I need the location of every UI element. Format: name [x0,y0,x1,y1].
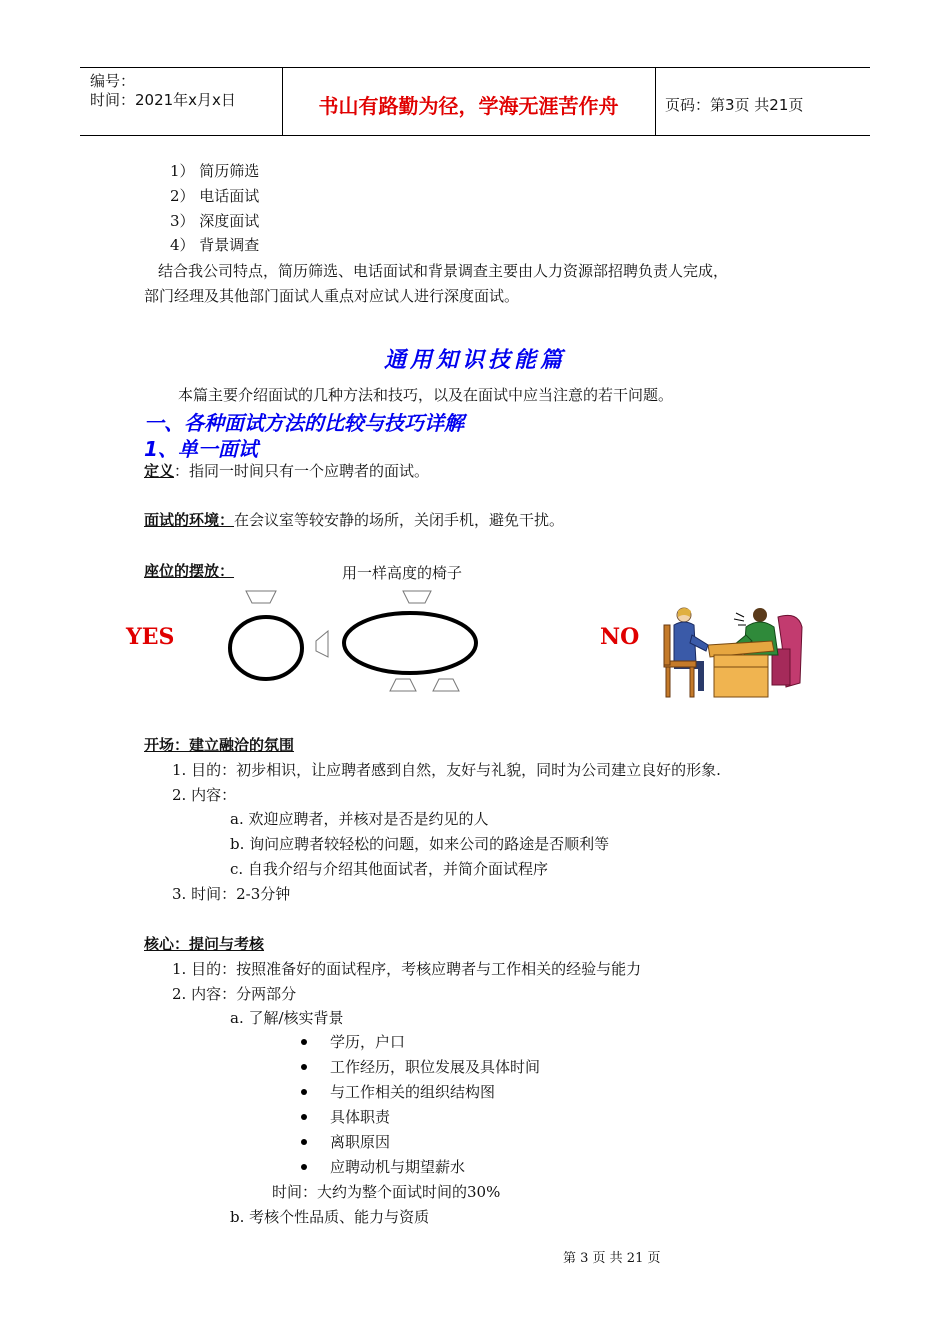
environment-line [144,510,564,530]
core-item: 2. 内容：分两部分 [172,985,297,1003]
header-page-info: 页码：第3页 共21页 [665,96,804,114]
opening-subitem: c. 自我介绍与介绍其他面试者，并简介面试程序 [230,860,548,878]
core-bullet: 应聘动机与期望薪水 [330,1158,466,1176]
header-number-label: 编号： [90,72,136,90]
page-footer-text: 第 3 页 共 21 页 [563,1251,661,1266]
opening-subitem: a. 欢迎应聘者，并核对是否是约见的人 [230,810,489,828]
chair-icon [403,591,431,603]
core-bullet: 工作经历，职位发展及具体时间 [330,1058,541,1076]
opening-item: 1. 目的：初步相识，让应聘者感到自然，友好与礼貌，同时为公司建立良好的形象. [172,761,721,779]
core-item: 1. 目的：按照准备好的面试程序，考核应聘者与工作相关的经验与能力 [172,960,642,978]
core-bullet: 具体职责 [330,1108,391,1126]
chapter-intro: 本篇主要介绍面试的几种方法和技巧，以及在面试中应当注意的若干问题。 [178,386,674,404]
round-table-icon [230,617,302,679]
core-subitem: a. 了解/核实背景 [230,1009,344,1027]
opening-subitem: b. 询问应聘者较轻松的问题，如来公司的路途是否顺利等 [230,835,610,853]
environment-text: 在会议室等较安静的场所，关闭手机，避免干扰。 [234,511,565,529]
opening-item: 2. 内容： [172,786,237,804]
chair-icon [246,591,276,603]
core-bullet: 离职原因 [330,1133,391,1151]
seating-diagram-yes [220,585,480,695]
interview-clipart-no [660,605,806,701]
opening-time: 3. 时间：2-3分钟 [172,885,291,903]
bullet-icon [301,1139,307,1145]
step-item: 2） 电话面试 [170,187,260,205]
chair-icon [316,631,328,657]
step-item: 3） 深度面试 [170,212,260,230]
section-title: 一、各种面试方法的比较与技巧详解 [144,411,464,435]
seating-line [144,561,234,581]
header-divider [655,68,656,135]
definition-label: 定义 [144,462,175,480]
intro-paragraph-line: 结合我公司特点，简历筛选、电话面试和背景调查主要由人力资源部招聘负责人完成， [158,262,729,280]
oval-table-icon [344,613,476,673]
opening-title-line [144,735,294,755]
seating-caption: 用一样高度的椅子 [342,564,463,582]
core-title-line [144,934,264,954]
intro-paragraph-line: 部门经理及其他部门面试人重点对应试人进行深度面试。 [144,287,520,305]
seating-label: 座位的摆放： [144,562,235,580]
no-label: NO [600,624,640,650]
core-bullet: 与工作相关的组织结构图 [330,1083,496,1101]
bullet-icon [301,1164,307,1170]
bullet-icon [301,1089,307,1095]
header-left-cell [90,72,236,110]
yes-label: YES [126,624,175,650]
environment-label: 面试的环境： [144,511,235,529]
core-bullet: 学历，户口 [330,1033,406,1051]
definition-line [144,461,429,481]
bullet-icon [301,1064,307,1070]
core-subitem: b. 考核个性品质、能力与资质 [230,1208,430,1226]
step-item: 1） 简历筛选 [170,162,260,180]
core-title: 核心：提问与考核 [144,935,265,953]
step-item: 4） 背景调查 [170,236,260,254]
bullet-icon [301,1039,307,1045]
core-time-note: 时间：大约为整个面试时间的30% [272,1183,501,1201]
bullet-icon [301,1114,307,1120]
header-table [80,67,870,136]
subsection-title: 1、单一面试 [144,437,258,461]
definition-text: ：指同一时间只有一个应聘者的面试。 [174,462,430,480]
chapter-title: 通用知识技能篇 [383,348,566,373]
chair-icon [433,679,459,691]
header-motto: 书山有路勤为径，学海无涯苦作舟 [318,94,619,118]
chair-icon [390,679,416,691]
header-date-label: 时间：2021年x月x日 [90,91,236,109]
opening-title: 开场：建立融洽的氛围 [144,736,295,754]
